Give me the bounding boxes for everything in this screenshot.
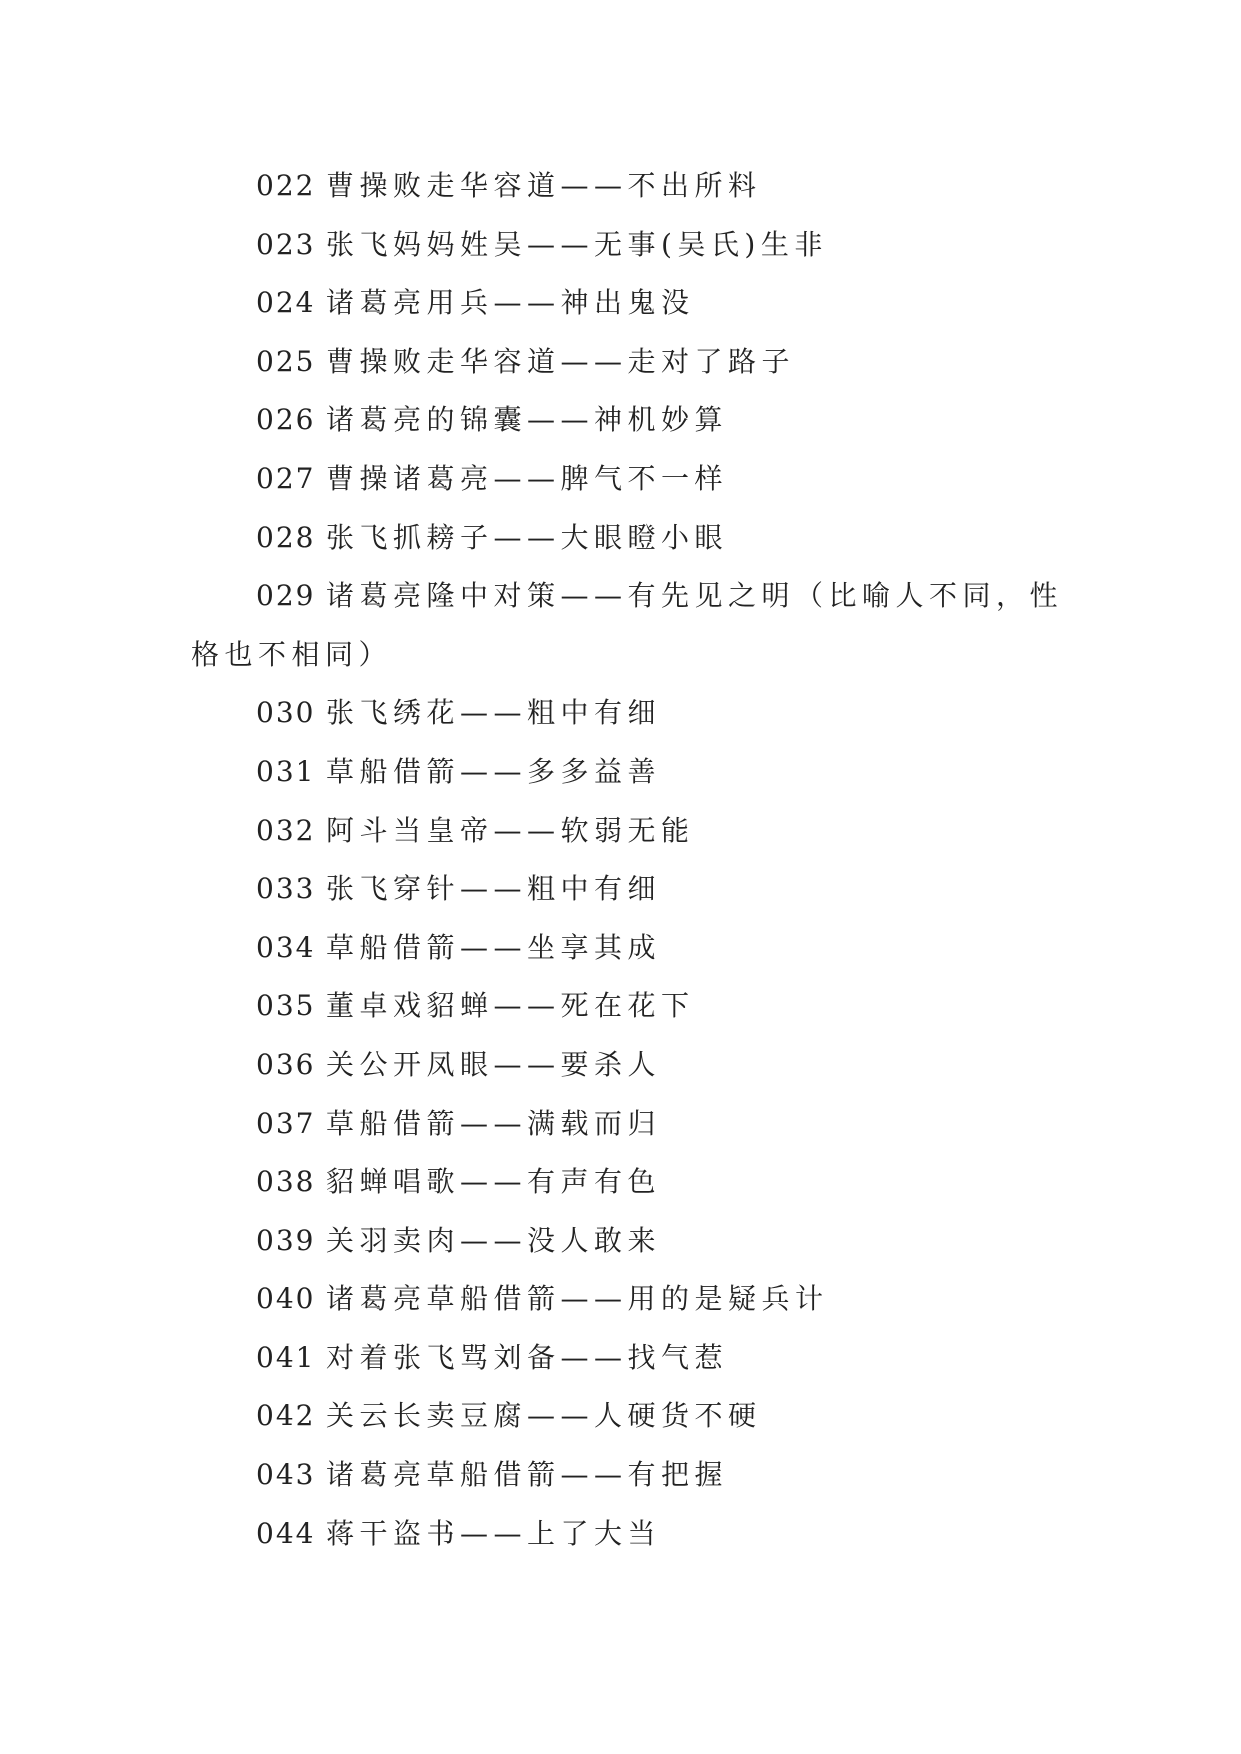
entry-number: 033 xyxy=(256,872,316,906)
list-item xyxy=(0,1153,1241,1212)
entry-number: 027 xyxy=(256,461,316,495)
entry-number: 024 xyxy=(256,286,316,320)
list-item xyxy=(0,1212,1241,1271)
entry-text: 貂蝉唱歌——有声有色 xyxy=(326,1165,662,1199)
list-item xyxy=(0,1095,1241,1154)
entry-number: 041 xyxy=(256,1340,316,1374)
entry-text-continuation: 格也不相同） xyxy=(191,637,393,671)
entry-number: 032 xyxy=(256,813,316,847)
entry-number: 025 xyxy=(256,344,316,378)
list-item xyxy=(0,802,1241,861)
list-item xyxy=(0,509,1241,568)
list-item xyxy=(0,684,1241,743)
entry-text: 关云长卖豆腐——人硬货不硬 xyxy=(326,1399,762,1433)
entry-text: 张飞妈妈姓吴——无事(吴氏)生非 xyxy=(326,227,828,261)
list-item xyxy=(0,743,1241,802)
list-item xyxy=(0,919,1241,978)
entry-text: 张飞抓耪子——大眼瞪小眼 xyxy=(326,520,729,554)
entry-text: 诸葛亮用兵——神出鬼没 xyxy=(326,286,695,320)
entry-number: 030 xyxy=(256,696,316,730)
entry-number: 043 xyxy=(256,1458,316,1492)
entry-text: 曹操败走华容道——不出所料 xyxy=(326,169,762,202)
entry-text: 曹操败走华容道——走对了路子 xyxy=(326,344,796,378)
entry-text: 张飞穿针——粗中有细 xyxy=(326,872,662,906)
list-item xyxy=(0,274,1241,333)
entry-number: 042 xyxy=(256,1399,316,1433)
entry-number: 028 xyxy=(256,520,316,554)
list-item xyxy=(0,1036,1241,1095)
list-item-continuation xyxy=(0,626,1241,685)
list-item xyxy=(0,333,1241,392)
entry-text: 张飞绣花——粗中有细 xyxy=(326,696,662,730)
entry-number: 044 xyxy=(256,1516,316,1550)
list-item xyxy=(0,157,1241,216)
list-item xyxy=(0,1446,1241,1505)
entry-text: 蒋干盗书——上了大当 xyxy=(326,1516,662,1550)
list-item xyxy=(0,1505,1241,1564)
entry-number: 039 xyxy=(256,1223,316,1257)
entry-number: 022 xyxy=(256,169,316,202)
entry-number: 029 xyxy=(256,579,316,613)
entry-number: 023 xyxy=(256,227,316,261)
entry-text: 诸葛亮草船借箭——用的是疑兵计 xyxy=(326,1282,829,1316)
entry-list xyxy=(0,157,1241,1563)
list-item xyxy=(0,860,1241,919)
entry-number: 034 xyxy=(256,930,316,964)
entry-text: 草船借箭——多多益善 xyxy=(326,754,662,788)
entry-number: 037 xyxy=(256,1106,316,1140)
entry-text: 草船借箭——坐享其成 xyxy=(326,930,662,964)
entry-number: 031 xyxy=(256,754,316,788)
list-item xyxy=(0,1270,1241,1329)
list-item xyxy=(0,977,1241,1036)
list-item xyxy=(0,567,1241,626)
entry-number: 038 xyxy=(256,1165,316,1199)
entry-number: 040 xyxy=(256,1282,316,1316)
entry-text: 草船借箭——满载而归 xyxy=(326,1106,662,1140)
list-item xyxy=(0,450,1241,509)
entry-text: 董卓戏貂蝉——死在花下 xyxy=(326,989,695,1023)
entry-text: 诸葛亮的锦囊——神机妙算 xyxy=(326,403,729,437)
list-item xyxy=(0,1387,1241,1446)
entry-number: 036 xyxy=(256,1047,316,1081)
entry-text: 关公开凤眼——要杀人 xyxy=(326,1047,662,1081)
list-item xyxy=(0,216,1241,275)
entry-text: 诸葛亮隆中对策——有先见之明（比喻人不同，性 xyxy=(326,579,1064,613)
list-item xyxy=(0,1329,1241,1388)
entry-text: 曹操诸葛亮——脾气不一样 xyxy=(326,461,729,495)
entry-text: 对着张飞骂刘备——找气惹 xyxy=(326,1340,729,1374)
entry-text: 诸葛亮草船借箭——有把握 xyxy=(326,1458,729,1492)
entry-text: 阿斗当皇帝——软弱无能 xyxy=(326,813,695,847)
entry-number: 026 xyxy=(256,403,316,437)
entry-number: 035 xyxy=(256,989,316,1023)
entry-text: 关羽卖肉——没人敢来 xyxy=(326,1223,662,1257)
list-item xyxy=(0,391,1241,450)
